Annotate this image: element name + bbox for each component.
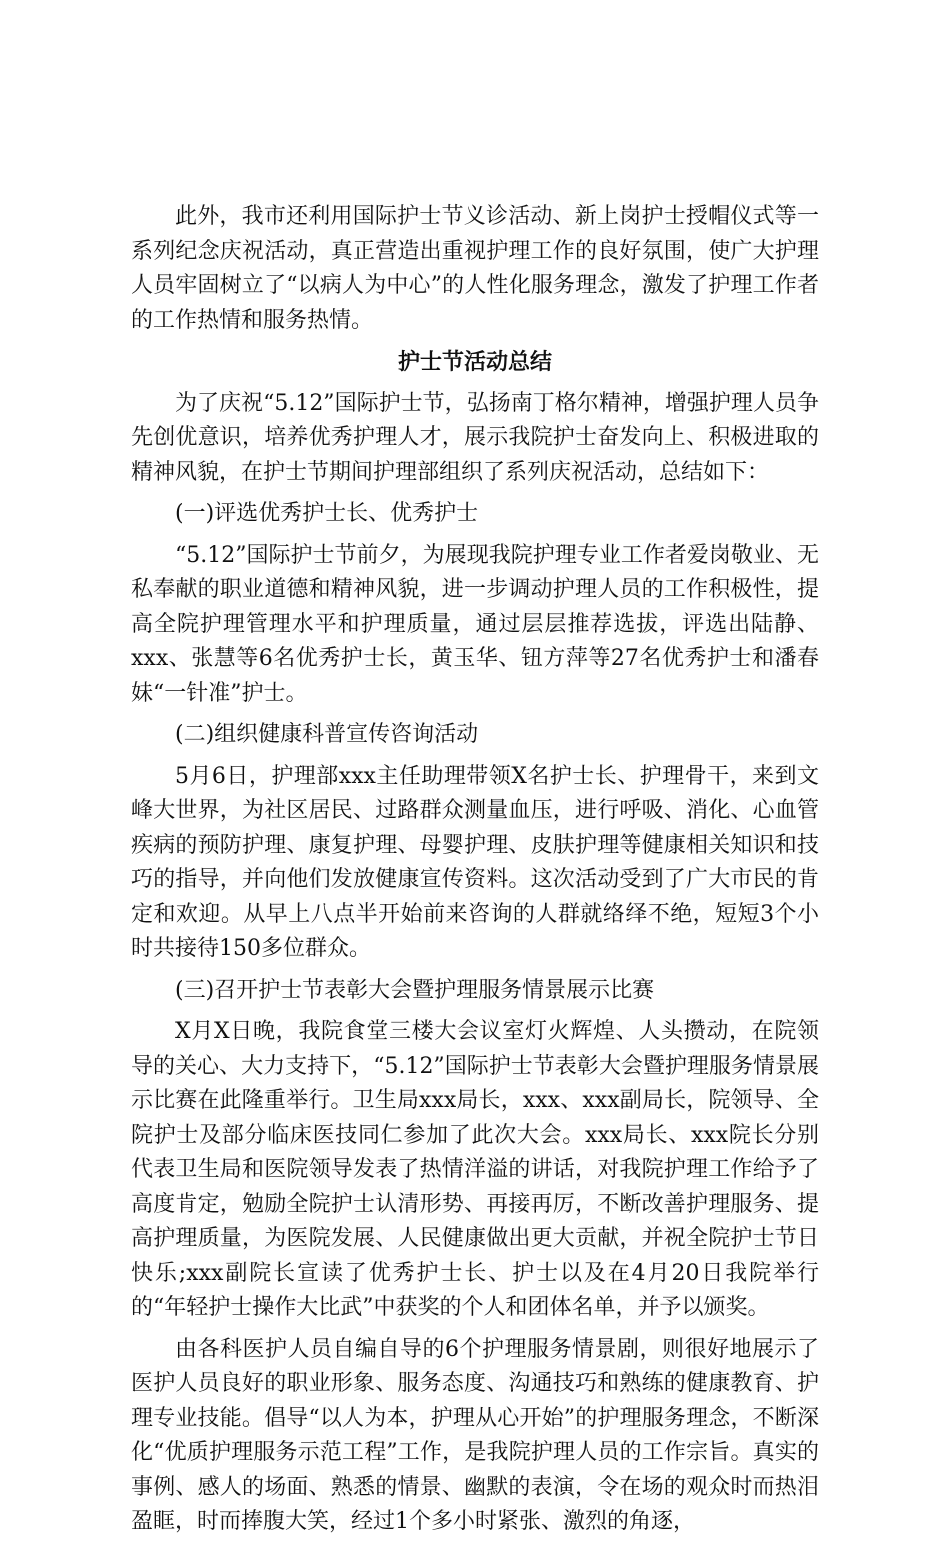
- intro-paragraph: 此外，我市还利用国际护士节义诊活动、新上岗护士授帽仪式等一系列纪念庆祝活动，真正营造出重视护理工作的良好氛围，使广大护理人员牢固树立了“以病人为中心”的人性化服务理念，激发了护理工作者的工作热情和服务热情。: [131, 204, 819, 333]
- section-3-paragraph-1: X月X日晚，我院食堂三楼大会议室灯火辉煌、人头攒动，在院领导的关心、大力支持下，“5.12”国际护士节表彰大会暨护理服务情景展示比赛在此隆重举行。卫生局xxx局长，xxx、xxx副局长，院领导、全院护士及部分临床医技同仁参加了此次大会。xxx局长、xxx院长分别代表卫生局和医院领导发表了热情洋溢的讲话，对我院护理工作给予了高度肯定，勉励全院护士认清形势、再接再厉，不断改善护理服务、提高护理质量，为医院发展、人民健康做出更大贡献，并祝全院护士节日快乐;xxx副院长宣读了优秀护士长、护士以及在4月20日我院举行的“年轻护士操作大比武”中获奖的个人和团体名单，并予以颁奖。: [131, 1019, 819, 1320]
- document-page: [131, 200, 819, 1547]
- document-title: 护士节活动总结: [397, 349, 552, 375]
- section-heading-3: (三)召开护士节表彰大会暨护理服务情景展示比赛: [175, 977, 655, 1003]
- section-heading-2: (二)组织健康科普宣传咨询活动: [175, 722, 479, 747]
- section-2-paragraph-1: 5月6日，护理部xxx主任助理带领X名护士长、护理骨干，来到文峰大世界，为社区居民、过路群众测量血压，进行呼吸、消化、心血管疾病的预防护理、康复护理、母婴护理、皮肤护理等健康相关知识和技巧的指导，并向他们发放健康宣传资料。这次活动受到了广大市民的肯定和欢迎。从早上八点半开始前来咨询的人群就络绎不绝，短短3个小时共接待150多位群众。: [131, 763, 819, 961]
- section-heading-1: (一)评选优秀护士长、优秀护士: [175, 501, 479, 526]
- section-1-paragraph-1: “5.12”国际护士节前夕，为展现我院护理专业工作者爱岗敬业、无私奉献的职业道德和精神风貌，进一步调动护理人员的工作积极性，提高全院护理管理水平和护理质量，通过层层推荐选拔，评选出陆静、xxx、张慧等6名优秀护士长，黄玉华、钮方萍等27名优秀护士和潘春妹“一针准”护士。: [131, 542, 819, 706]
- section-3-paragraph-2: 由各科医护人员自编自导的6个护理服务情景剧，则很好地展示了医护人员良好的职业形象、服务态度、沟通技巧和熟练的健康教育、护理专业技能。倡导“以人为本，护理从心开始”的护理服务理念，不断深化“优质护理服务示范工程”工作，是我院护理人员的工作宗旨。真实的事例、感人的场面、熟悉的情景、幽默的表演，令在场的观众时而热泪盈眶，时而捧腹大笑，经过1个多小时紧张、激烈的角逐，: [131, 1336, 819, 1534]
- opening-paragraph: 为了庆祝“5.12”国际护士节，弘扬南丁格尔精神，增强护理人员争先创优意识，培养优秀护理人才，展示我院护士奋发向上、积极进取的精神风貌，在护士节期间护理部组织了系列庆祝活动，总结如下：: [131, 390, 819, 485]
